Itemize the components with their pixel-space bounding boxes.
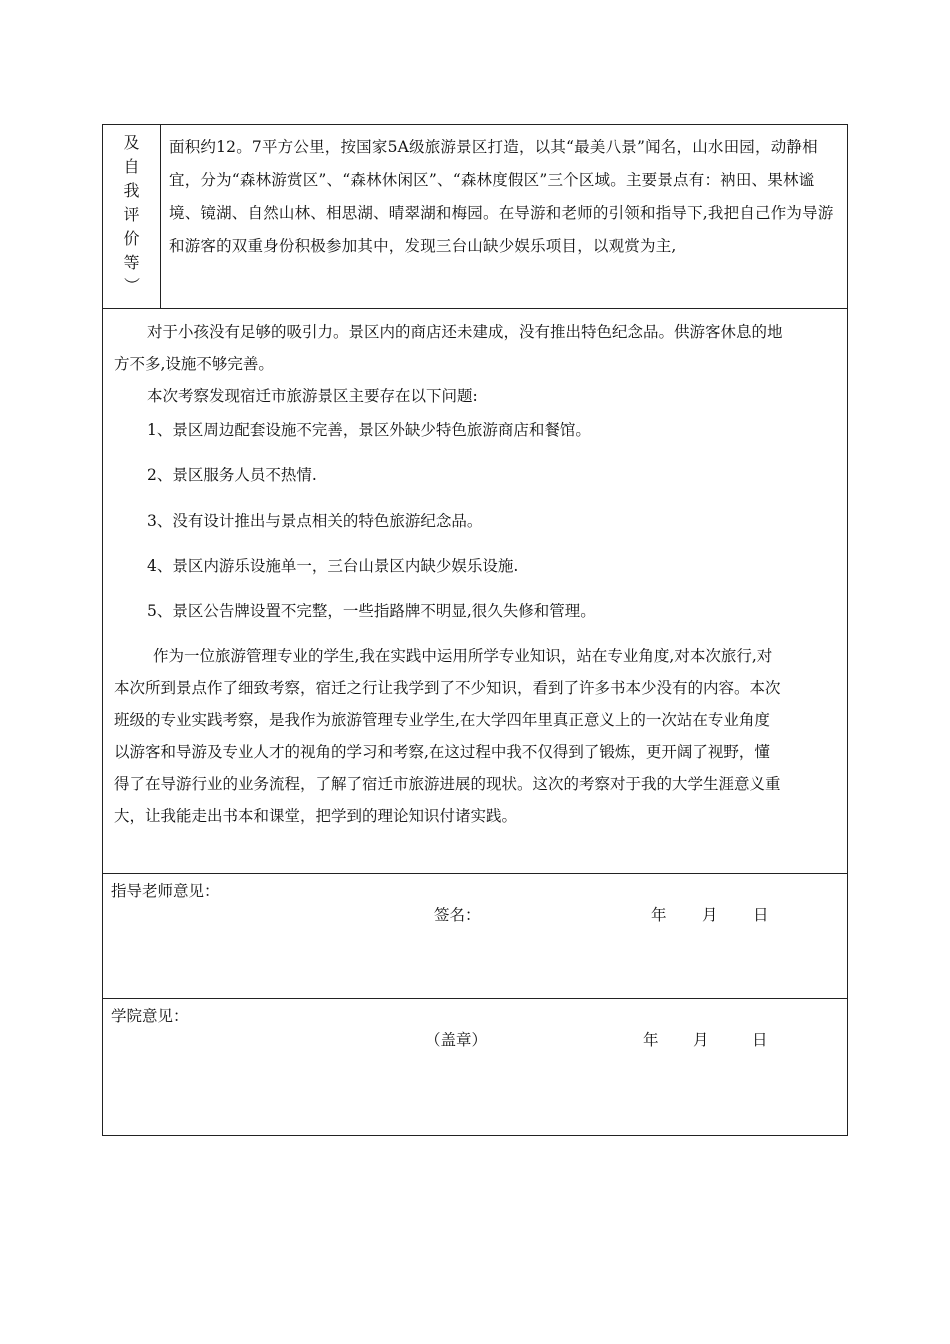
college-opinion-label: 学院意见：: [111, 1007, 189, 1025]
body-line: 大，让我能走出书本和课堂，把学到的理论知识付诸实践。: [114, 807, 518, 825]
body-line: 对于小孩没有足够的吸引力。景区内的商店还未建成，没有推出特色纪念品。供游客休息的地: [147, 323, 783, 341]
label-column-divider: [160, 125, 161, 308]
body-line: 以游客和导游及专业人才的视角的学习和考察,在这过程中我不仅得到了锻炼，更开阔了视野，懂: [114, 743, 770, 761]
list-item: 2、景区服务人员不热情.: [147, 466, 317, 484]
top-paragraph: 面积约12。7平方公里，按国家5A级旅游景区打造，以其“最美八景”闻名，山水田园，动静相宜，分为“森林游赏区”、“森林休闲区”、“森林度假区”三个区域。主要景点有：衲田、果林谧境、镜湖、自然山林、相思湖、晴翠湖和梅园。在导游和老师的引领和指导下,我把自己作为导游和游客的双重身份积极参加其中，发现三台山缺少娱乐项目，以观赏为主,: [169, 138, 834, 255]
label-char: 及: [123, 133, 140, 152]
main-body-section: [103, 308, 847, 873]
body-line: 得了在导游行业的业务流程，了解了宿迁市旅游进展的现状。这次的考察对于我的大学生涯意义重: [114, 775, 781, 793]
label-char: 自: [123, 157, 140, 176]
body-line: 本次考察发现宿迁市旅游景区主要存在以下问题:: [147, 387, 478, 405]
body-line: 作为一位旅游管理专业的学生,我在实践中运用所学专业知识，站在专业角度,对本次旅行,对: [153, 647, 773, 665]
body-line: 本次所到景点作了细致考察，宿迁之行让我学到了不少知识，看到了许多书本少没有的内容。本次: [114, 679, 781, 697]
college-year-label: 年: [643, 1031, 659, 1049]
college-day-label: 日: [752, 1031, 768, 1049]
college-seal-label: （盖章）: [425, 1031, 488, 1049]
advisor-year-label: 年: [651, 906, 667, 924]
list-item: 3、没有设计推出与景点相关的特色旅游纪念品。: [147, 512, 483, 530]
label-char: 我: [123, 181, 140, 200]
label-char: 评: [123, 205, 140, 224]
advisor-day-label: 日: [753, 906, 769, 924]
advisor-sign-label: 签名：: [434, 906, 481, 924]
body-line: 方不多,设施不够完善。: [114, 355, 274, 373]
body-line: 班级的专业实践考察，是我作为旅游管理专业学生,在大学四年里真正意义上的一次站在专业角度: [114, 711, 770, 729]
label-char: 价: [123, 229, 140, 248]
self-evaluation-vertical-label: [103, 125, 160, 308]
label-char: 等: [123, 253, 140, 272]
list-item: 5、景区公告牌设置不完整，一些指路牌不明显,很久失修和管理。: [147, 602, 596, 620]
list-item: 4、景区内游乐设施单一，三台山景区内缺少娱乐设施.: [147, 557, 519, 575]
label-char: ）: [122, 276, 142, 294]
list-item: 1、景区周边配套设施不完善，景区外缺少特色旅游商店和餐馆。: [147, 421, 591, 439]
college-opinion-section: [103, 998, 847, 1137]
advisor-opinion-label: 指导老师意见：: [111, 882, 220, 900]
advisor-opinion-section: [103, 873, 847, 998]
advisor-month-label: 月: [702, 906, 718, 924]
report-form-table: [102, 124, 848, 1136]
college-month-label: 月: [693, 1031, 709, 1049]
